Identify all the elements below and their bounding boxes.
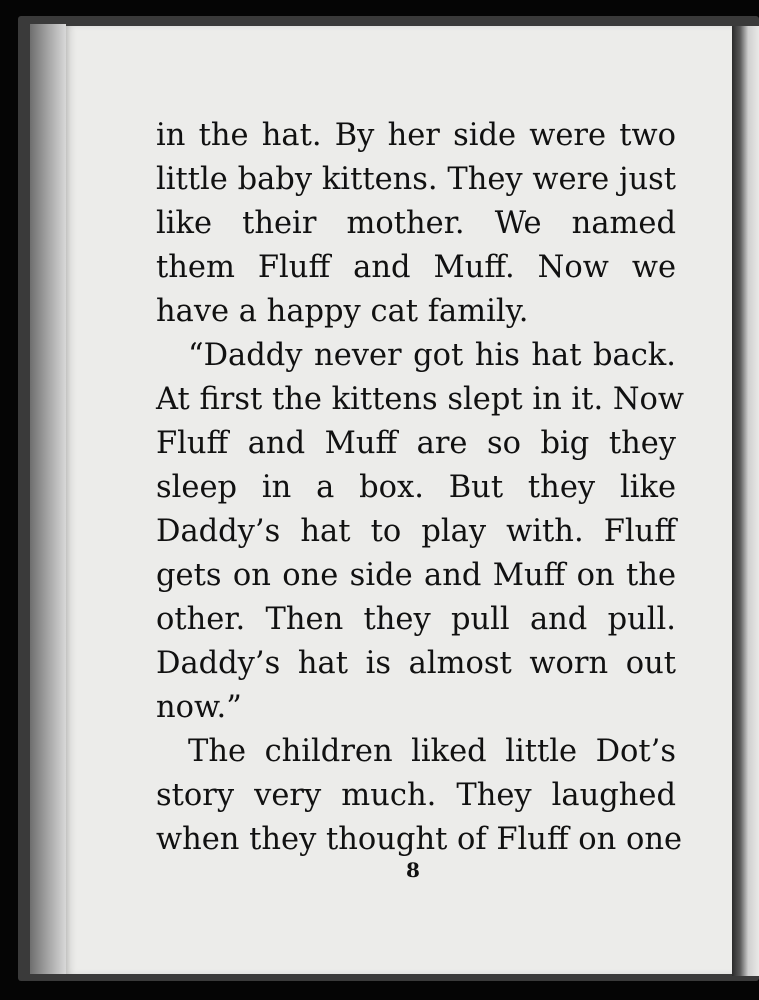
text-line: gets on one side and Muff on the xyxy=(156,558,676,593)
text-line: story very much. They laughed xyxy=(156,778,676,813)
text-line: like their mother. We named xyxy=(156,206,676,241)
page-number: 8 xyxy=(406,858,420,882)
text-line: have a happy cat family. xyxy=(156,294,529,329)
text-line: in the hat. By her side were two xyxy=(156,118,676,153)
text-line: Daddy’s hat is almost worn out xyxy=(156,646,676,681)
text-line: At first the kittens slept in it. Now xyxy=(156,382,684,417)
text-line: little baby kittens. They were just xyxy=(156,162,676,197)
next-page-edge xyxy=(732,26,759,976)
text-line: when they thought of Fluff on one xyxy=(156,822,683,857)
text-line: Daddy’s hat to play with. Fluff xyxy=(156,514,676,549)
text-line: The children liked little Dot’s xyxy=(188,734,676,769)
text-line: Fluff and Muff are so big they xyxy=(156,426,676,461)
text-line: other. Then they pull and pull. xyxy=(156,602,676,637)
text-line: sleep in a box. But they like xyxy=(156,470,676,505)
text-line: “Daddy never got his hat back. xyxy=(188,338,676,373)
book-gutter xyxy=(30,24,66,974)
page-text xyxy=(156,114,684,862)
text-line: them Fluff and Muff. Now we xyxy=(156,250,676,285)
text-line: now.” xyxy=(156,690,242,725)
